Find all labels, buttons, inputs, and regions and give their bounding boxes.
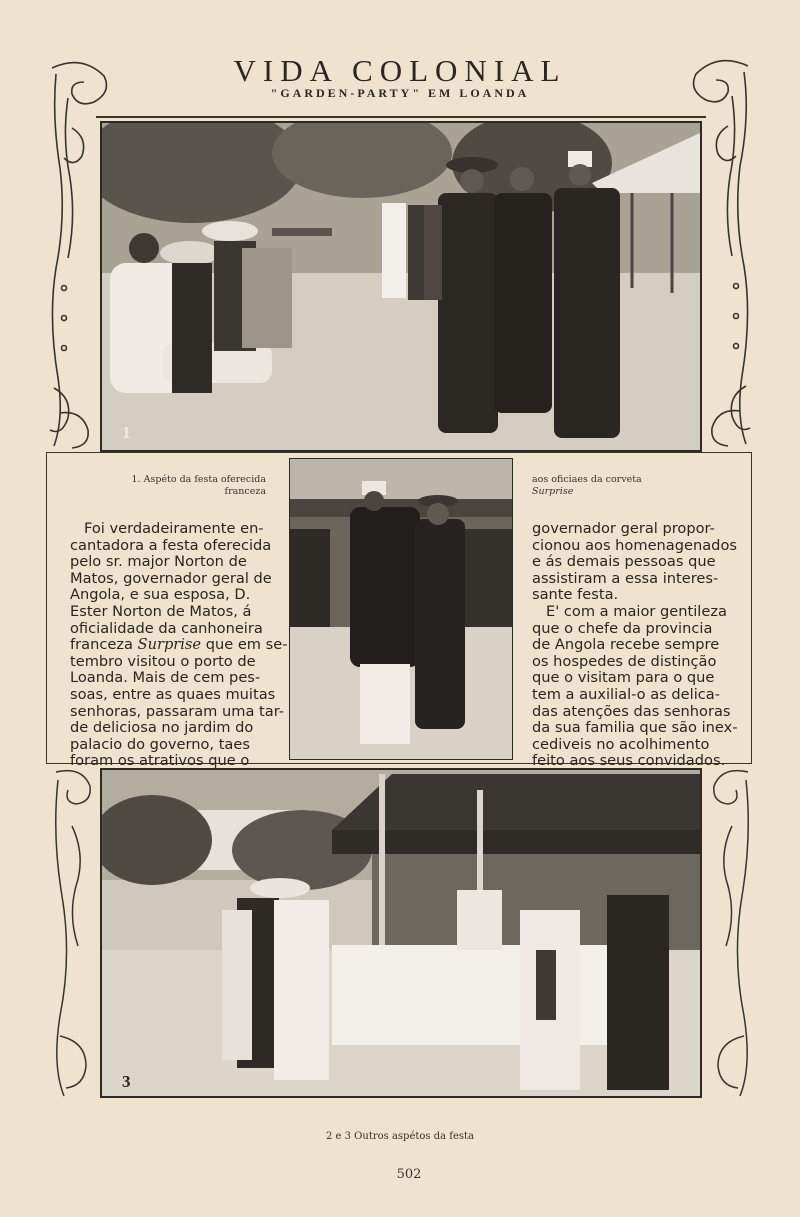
article-right-line: e ás demais pessoas que xyxy=(532,553,716,571)
article-left-line: soas, entre as quaes muitas xyxy=(70,685,276,703)
page-subtitle: "GARDEN-PARTY" EM LOANDA xyxy=(270,86,530,100)
caption-left xyxy=(96,474,266,498)
footer-caption: 2 e 3 Outros aspétos da festa xyxy=(326,1131,474,1142)
caption-right-ship: Surprise xyxy=(532,486,574,497)
article-left-line: senhoras, passaram uma tar- xyxy=(70,702,285,720)
photo-3 xyxy=(100,768,702,1098)
photo-2 xyxy=(289,458,513,760)
article-right-line: cionou aos homenagenados xyxy=(532,536,737,554)
article-left-line: Foi verdadeiramente en- xyxy=(84,520,264,537)
page-title: VIDA COLONIAL xyxy=(233,53,567,88)
article-right-line: das atenções das senhoras xyxy=(532,702,731,720)
caption-right-line-1: aos oficiaes da corveta xyxy=(532,474,642,485)
photo-3-number: 3 xyxy=(122,1072,131,1091)
article-left-line: franceza Surprise que em se- xyxy=(70,636,288,654)
article-left-line: cantadora a festa oferecida xyxy=(70,536,272,554)
article-right-column xyxy=(532,521,742,770)
article-right-line: sante festa. xyxy=(532,586,619,604)
frame-rule-top xyxy=(96,116,706,118)
article-left-line: palacio do governo, taes xyxy=(70,735,250,753)
article-right-line: governador geral propor- xyxy=(532,520,715,537)
caption-left-line-1: 1. Aspéto da festa oferecida xyxy=(131,474,266,485)
left-ornament-bottom xyxy=(46,766,102,1102)
article-right-line: tem a auxilial-o as delica- xyxy=(532,685,721,703)
article-right-line: os hospedes de distinção xyxy=(532,652,717,670)
article-left-line: de deliciosa no jardim do xyxy=(70,719,254,737)
article-right-line: E' com a maior gentileza xyxy=(546,602,727,620)
article-right-line: de Angola recebe sempre xyxy=(532,636,720,654)
photo-1 xyxy=(100,121,702,452)
article-right-line: assistiram a essa interes- xyxy=(532,569,719,587)
article-left-line: foram os atrativos que o xyxy=(70,752,250,770)
article-right-line: feito aos seus convidados. xyxy=(532,752,726,770)
article-left-line: tembro visitou o porto de xyxy=(70,652,256,670)
article-left-line: Angola, e sua esposa, D. xyxy=(70,586,251,604)
article-left-line: oficialidade da canhoneira xyxy=(70,619,263,637)
article-left-line: pelo sr. major Norton de xyxy=(70,553,247,571)
article-left-line: Loanda. Mais de cem pes- xyxy=(70,669,261,687)
article-left-column xyxy=(70,520,288,770)
article-right-line: cediveis no acolhimento xyxy=(532,735,710,753)
page-number: 502 xyxy=(396,1167,422,1182)
caption-left-line-2: franceza xyxy=(224,486,266,497)
article-right-line: que o visitam para o que xyxy=(532,669,715,687)
article-right-line: que o chefe da provincia xyxy=(532,619,713,637)
right-ornament-bottom xyxy=(702,766,758,1102)
article-right-line: da sua familia que são inex- xyxy=(532,719,738,737)
photo-1-number: 1 xyxy=(122,423,131,442)
article-left-line: Ester Norton de Matos, á xyxy=(70,602,252,620)
caption-right xyxy=(532,474,732,498)
ship-name: Surprise xyxy=(137,636,202,654)
article-left-line: Matos, governador geral de xyxy=(70,569,272,587)
